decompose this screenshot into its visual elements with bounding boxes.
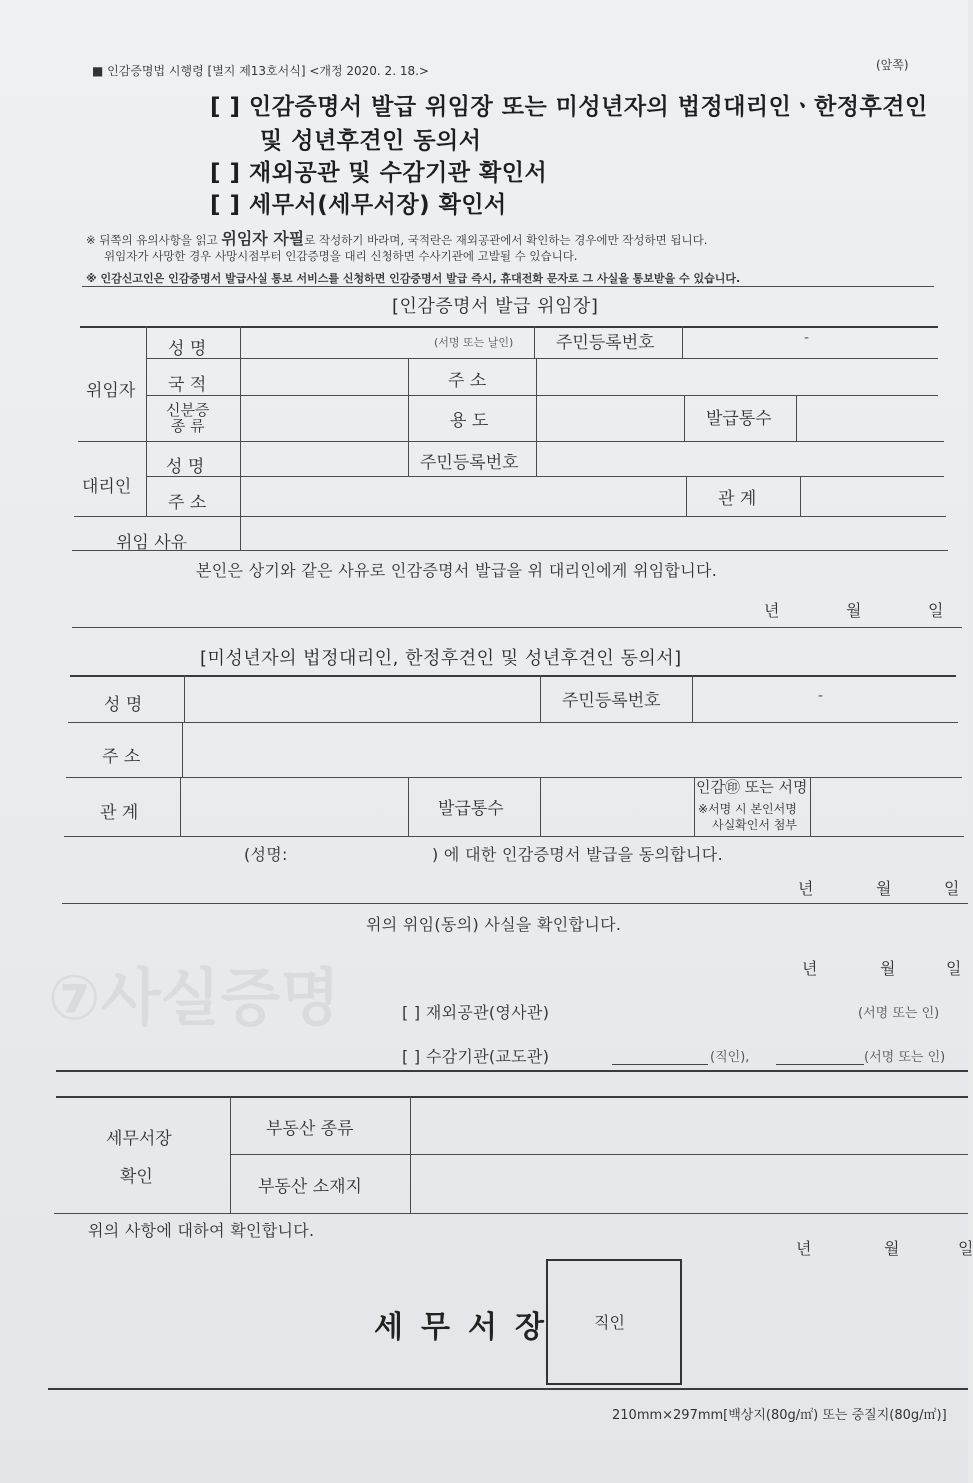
delegator-rrn-label: 주민등록번호 xyxy=(556,333,655,353)
tax-date-year: 년 xyxy=(796,1239,812,1258)
agent-rrn-label: 주민등록번호 xyxy=(420,453,519,473)
prison-sign-hint: (서명 또는 인) xyxy=(864,1050,946,1065)
rrn-dash: - xyxy=(804,330,810,346)
note-1: ※ 뒤쪽의 유의사항을 읽고 위임자 자필로 작성하기 바라며, 국적란은 재외공관에서 확인하는 경우에만 작성하면 됩니다. xyxy=(86,229,708,248)
reason-label: 위임 사유 xyxy=(116,533,188,553)
note-3: ※ 인감신고인은 인감증명서 발급사실 통보 서비스를 신청하면 인감증명서 발급 즉시, 휴대전화 문자로 그 사실을 통보받을 수 있습니다. xyxy=(86,272,741,285)
consent-statement: ) 에 대한 인감증명서 발급을 동의합니다. xyxy=(432,845,723,864)
consent-copies-label: 발급통수 xyxy=(438,799,504,819)
embassy-sign-hint: (서명 또는 인) xyxy=(858,1006,940,1021)
sign-blank-line xyxy=(776,1064,864,1065)
sign-hint: (서명 또는 날인) xyxy=(434,336,514,349)
copies-label: 발급통수 xyxy=(706,409,772,429)
table4-top xyxy=(56,1096,968,1098)
paper-spec: 210mm×297mm[백상지(80g/㎡) 또는 중질지(80g/㎡)] xyxy=(612,1408,947,1423)
nationality-label: 국 적 xyxy=(168,375,207,395)
agent-address-label: 주 소 xyxy=(168,493,207,513)
tax-date-month: 월 xyxy=(884,1239,900,1258)
title-line-1: [ ] 인감증명서 발급 위임장 또는 미성년자의 법정대리인ㆍ한정후견인 xyxy=(210,94,928,120)
embassy-checkbox-label: [ ] 재외공관(영사관) xyxy=(402,1003,550,1022)
note-2: 위임자가 사망한 경우 사망시점부터 인감증명을 대리 신청하면 수사기관에 고발될 수 있습니다. xyxy=(104,249,578,263)
seal-note-2: 사실확인서 첨부 xyxy=(712,818,797,832)
title-line-3: [ ] 세무서(세무서장) 확인서 xyxy=(210,192,507,218)
front-side-label: (앞쪽) xyxy=(876,58,909,72)
title-line-2: [ ] 재외공관 및 수감기관 확인서 xyxy=(210,160,548,186)
consent-date-year: 년 xyxy=(798,879,814,898)
bleed-through-watermark: ⑦사실증명 xyxy=(48,961,341,1034)
delegation-statement: 본인은 상기와 같은 사유로 인감증명서 발급을 위 대리인에게 위임합니다. xyxy=(196,561,718,580)
tax-statement: 위의 사항에 대하여 확인합니다. xyxy=(88,1221,315,1240)
consent-name-open: (성명: xyxy=(244,845,288,864)
seal-blank-line xyxy=(612,1064,708,1065)
consent-date-day: 일 xyxy=(944,879,960,898)
confirm-date-month: 월 xyxy=(880,959,896,978)
form-reference: ■ 인감증명법 시행령 [별지 제13호서식] <개정 2020. 2. 18.> xyxy=(92,64,429,78)
tax-signer: 세무서장 xyxy=(374,1310,562,1345)
consent-address-label: 주 소 xyxy=(102,747,141,767)
confirm-date-year: 년 xyxy=(802,959,818,978)
tax-date-day: 일 xyxy=(958,1239,973,1258)
confirm-date-day: 일 xyxy=(946,959,962,978)
date-day: 일 xyxy=(928,601,944,620)
consent-name-label: 성 명 xyxy=(104,695,143,715)
divider xyxy=(82,286,934,287)
section2-title: [미성년자의 법정대리인, 한정후견인 및 성년후견인 동의서] xyxy=(200,648,682,669)
delegator-address-label: 주 소 xyxy=(448,371,487,391)
property-type-label: 부동산 종류 xyxy=(266,1119,354,1139)
date-year: 년 xyxy=(764,601,780,620)
agent-name-label: 성 명 xyxy=(166,457,205,477)
agent-label: 대리인 xyxy=(82,477,132,497)
seal-note-1: ※서명 시 본인서명 xyxy=(698,802,797,816)
title-line-1b: 및 성년후견인 동의서 xyxy=(260,128,482,154)
property-location-label: 부동산 소재지 xyxy=(258,1177,362,1197)
rrn-dash-2: - xyxy=(818,688,824,704)
table1-top xyxy=(80,326,938,328)
date-month: 월 xyxy=(846,601,862,620)
delegator-name-label: 성 명 xyxy=(168,339,207,359)
purpose-label: 용 도 xyxy=(450,411,489,431)
section1-title: [인감증명서 발급 위임장] xyxy=(392,296,599,317)
official-stamp-label: 직인 xyxy=(594,1313,625,1332)
prison-checkbox-label: [ ] 수감기관(교도관) xyxy=(402,1047,550,1066)
table2-top xyxy=(70,675,956,677)
consent-rrn-label: 주민등록번호 xyxy=(562,691,661,711)
confirm-statement: 위의 위임(동의) 사실을 확인합니다. xyxy=(366,915,622,934)
tax-confirm-label: 확인 xyxy=(120,1167,153,1187)
seal-or-sign-label: 인감㊞ 또는 서명 xyxy=(696,778,808,796)
consent-date-month: 월 xyxy=(876,879,892,898)
delegator-label: 위임자 xyxy=(86,381,136,401)
tax-office-label: 세무서장 xyxy=(106,1129,172,1149)
official-seal-hint: (직인), xyxy=(710,1050,750,1065)
consent-relation-label: 관 계 xyxy=(100,803,139,823)
id-type-label: 신분증 종 류 xyxy=(166,401,210,435)
relation-label: 관 계 xyxy=(718,489,757,509)
